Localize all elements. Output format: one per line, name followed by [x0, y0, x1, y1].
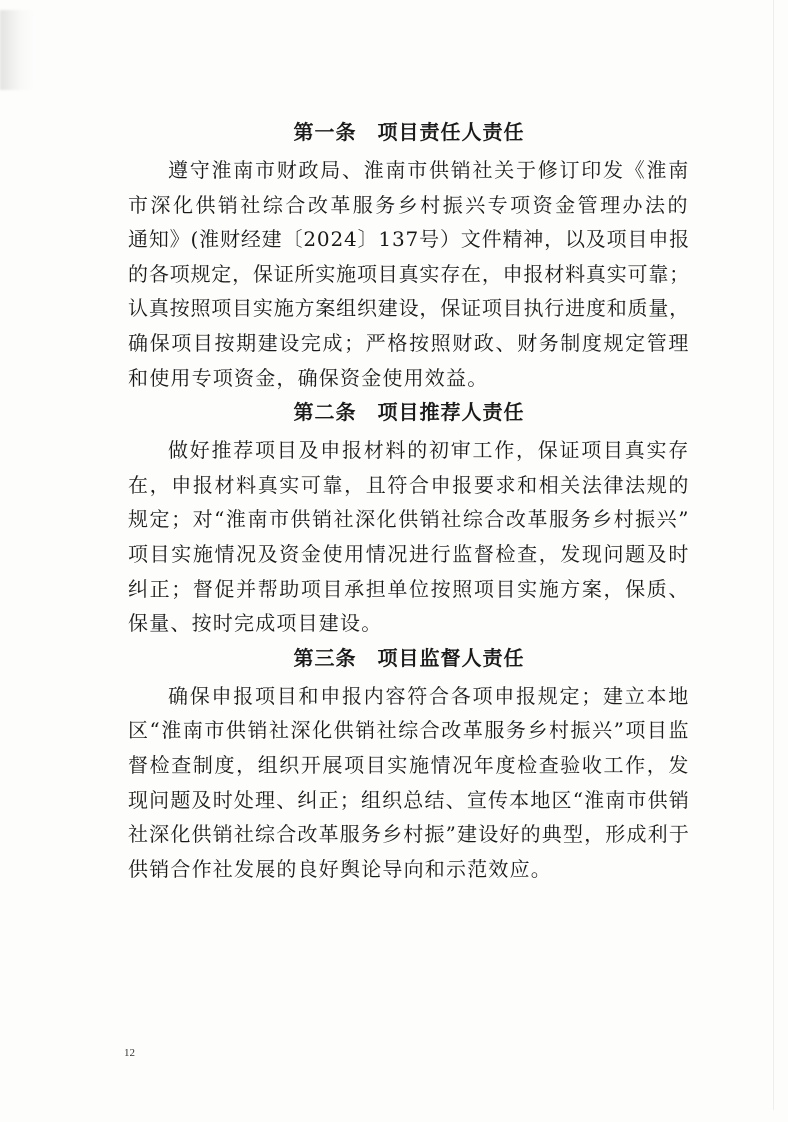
- text-line: 认真按照项目实施方案组织建设，保证项目执行进度和质量，: [128, 296, 690, 321]
- text-line: 项目实施情况及资金使用情况进行监督检查，发现问题及时: [128, 541, 690, 566]
- text-line: 纠正；督促并帮助项目承担单位按照项目实施方案，保质、: [128, 576, 690, 601]
- section-heading-2: 第二条 项目推荐人责任: [293, 400, 525, 425]
- section-heading-3: 第三条 项目监督人责任: [293, 645, 525, 670]
- section-heading-1: 第一条 项目责任人责任: [293, 120, 525, 144]
- text-line: 市深化供销社综合改革服务乡村振兴专项资金管理办法的: [128, 192, 690, 217]
- section-paragraph-1: [128, 153, 690, 395]
- scan-artifact: [0, 10, 34, 90]
- text-line: 现问题及时处理、纠正；组织总结、宣传本地区“淮南市供销: [128, 787, 690, 812]
- text-line: 遵守淮南市财政局、淮南市供销社关于修订印发《淮南: [168, 158, 690, 182]
- section-paragraph-2: [128, 433, 690, 641]
- text-line: 通知》(淮财经建〔2024〕137号）文件精神，以及项目申报: [128, 227, 690, 252]
- text-line: 的各项规定，保证所实施项目真实存在，申报材料真实可靠；: [128, 261, 690, 286]
- document-body: [128, 118, 690, 889]
- text-line: 督检查制度，组织开展项目实施情况年度检查验收工作，发: [128, 752, 690, 777]
- text-line: 社深化供销社综合改革服务乡村振”建设好的典型，形成利于: [128, 822, 690, 847]
- page-number: 12: [124, 1047, 135, 1059]
- text-line: 供销合作社发展的良好舆论导向和示范效应。: [128, 856, 552, 881]
- text-line: 规定；对“淮南市供销社深化供销社综合改革服务乡村振兴”: [128, 507, 690, 532]
- text-line: 在，申报材料真实可靠，且符合申报要求和相关法律法规的: [128, 472, 690, 497]
- text-line: 区“淮南市供销社深化供销社综合改革服务乡村振兴”项目监: [128, 718, 690, 743]
- text-line: 保量、按时完成项目建设。: [128, 611, 383, 636]
- text-line: 确保申报项目和申报内容符合各项申报规定；建立本地: [168, 683, 690, 708]
- text-line: 和使用专项资金，确保资金使用效益。: [128, 365, 489, 390]
- scan-edge-line: [773, 0, 774, 1110]
- text-line: 确保项目按期建设完成；严格按照财政、财务制度规定管理: [128, 330, 690, 355]
- text-line: 做好推荐项目及申报材料的初审工作，保证项目真实存: [168, 438, 690, 463]
- section-paragraph-3: [128, 679, 690, 887]
